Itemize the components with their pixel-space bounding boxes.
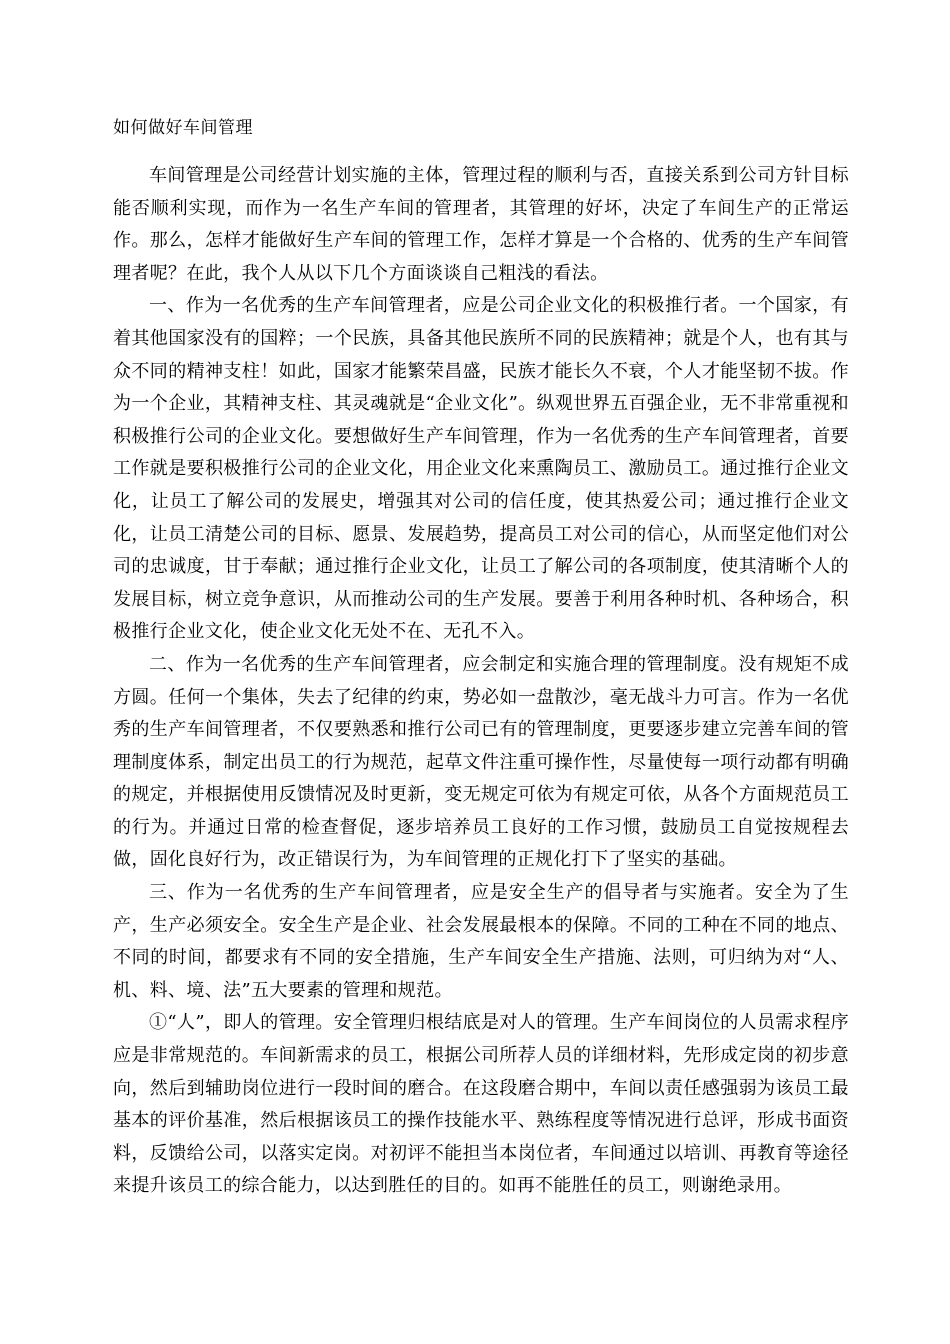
paragraph-intro: 车间管理是公司经营计划实施的主体，管理过程的顺利与否，直接关系到公司方针目标能否顺利实现，而作为一名生产车间的管理者，其管理的好坏，决定了车间生产的正常运作。那么，怎样才能做好生产车间的管理工作，怎样才算是一个合格的、优秀的生产车间管理者呢？在此，我个人从以下几个方面谈谈自己粗浅的看法。 [113, 165, 849, 284]
document-title: 如何做好车间管理 [113, 118, 253, 138]
paragraph-section-1: 一、作为一名优秀的生产车间管理者，应是公司企业文化的积极推行者。一个国家，有着其他国家没有的国粹；一个民族，具备其他民族所不同的民族精神；就是个人，也有其与众不同的精神支柱！如此，国家才能繁荣昌盛，民族才能长久不衰，个人才能坚韧不拔。作为一个企业，其精神支柱、其灵魂就是“企业文化”。纵观世界五百强企业，无不非常重视和积极推行公司的企业文化。要想做好生产车间管理，作为一名优秀的生产车间管理者，首要工作就是要积极推行公司的企业文化，用企业文化来熏陶员工、激励员工。通过推行企业文化，让员工了解公司的发展史，增强其对公司的信任度，使其热爱公司；通过推行企业文化，让员工清楚公司的目标、愿景、发展趋势，提高员工对公司的信心，从而坚定他们对公司的忠诚度，甘于奉献；通过推行企业文化，让员工了解公司的各项制度，使其清晰个人的发展目标，树立竞争意识，从而推动公司的生产发展。要善于利用各种时机、各种场合，积极推行企业文化，使企业文化无处不在、无孔不入。 [113, 295, 849, 643]
paragraph-people-management: ①“人”，即人的管理。安全管理归根结底是对人的管理。生产车间岗位的人员需求程序应是非常规范的。车间新需求的员工，根据公司所荐人员的详细材料，先形成定岗的初步意向，然后到辅助岗位进行一段时间的磨合。在这段磨合期中，车间以责任感强弱为该员工最基本的评价基准，然后根据该员工的操作技能水平、熟练程度等情况进行总评，形成书面资料，反馈给公司，以落实定岗。对初评不能担当本岗位者，车间通过以培训、再教育等途径来提升该员工的综合能力，以达到胜任的目的。如再不能胜任的员工，则谢绝录用。 [113, 1012, 849, 1197]
paragraph-section-3: 三、作为一名优秀的生产车间管理者，应是安全生产的倡导者与实施者。安全为了生产，生产必须安全。安全生产是企业、社会发展最根本的保障。不同的工种在不同的地点、不同的时间，都要求有不同的安全措施，生产车间安全生产措施、法则，可归纳为对“人、机、料、境、法”五大要素的管理和规范。 [113, 882, 849, 1001]
paragraph-section-2: 二、作为一名优秀的生产车间管理者，应会制定和实施合理的管理制度。没有规矩不成方圆。任何一个集体，失去了纪律的约束，势必如一盘散沙，毫无战斗力可言。作为一名优秀的生产车间管理者，不仅要熟悉和推行公司已有的管理制度，更要逐步建立完善车间的管理制度体系，制定出员工的行为规范，起草文件注重可操作性，尽量使每一项行动都有明确的规定，并根据使用反馈情况及时更新，变无规定可依为有规定可依，从各个方面规范员工的行为。并通过日常的检查督促，逐步培养员工良好的工作习惯，鼓励员工自觉按规程去做，固化良好行为，改正错误行为，为车间管理的正规化打下了坚实的基础。 [113, 653, 849, 871]
document-page [113, 112, 849, 1203]
